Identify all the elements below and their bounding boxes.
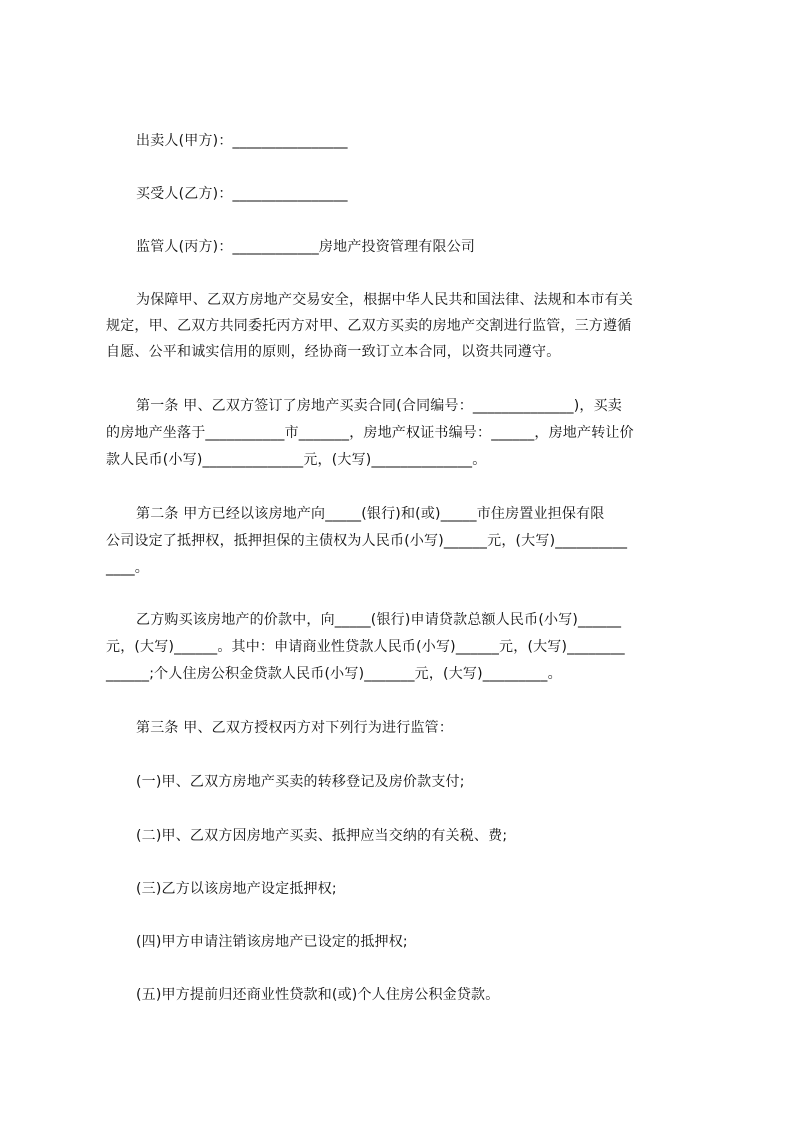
preamble-line-3: 自愿、公平和诚实信用的原则，经协商一致订立本合同，以资共同遵守。 xyxy=(106,344,561,360)
article2-line-2: 公司设定了抵押权，抵押担保的主债权为人民币(小写)______元，(大写)__________ xyxy=(106,533,628,549)
buyer-line: 买受人(乙方)：________________ xyxy=(136,186,348,202)
article3-item-2: (二)甲、乙双方因房地产买卖、抵押应当交纳的有关税、费; xyxy=(136,828,508,844)
preamble-line-2: 规定，甲、乙双方共同委托丙方对甲、乙双方买卖的房地产交割进行监管，三方遵循 xyxy=(106,318,632,334)
article1-line-2: 的房地产坐落于___________市_______，房地产权证书编号：______，房地产转让价 xyxy=(106,425,634,441)
article2-line-1: 第二条 甲方已经以该房地产向_____(银行)和(或)_____市住房置业担保有限 xyxy=(136,506,605,522)
loan-line-1: 乙方购买该房地产的价款中，向_____(银行)申请贷款总额人民币(小写)______ xyxy=(136,612,622,628)
article3-item-3: (三)乙方以该房地产设定抵押权; xyxy=(136,881,337,897)
supervisor-line: 监管人(丙方)：____________房地产投资管理有限公司 xyxy=(136,239,476,255)
loan-line-2: 元，(大写)______。其中：申请商业性贷款人民币(小写)______元，(大写)________ xyxy=(106,639,625,655)
article3-intro: 第三条 甲、乙双方授权丙方对下列行为进行监管： xyxy=(136,720,454,736)
article3-item-4: (四)甲方申请注销该房地产已设定的抵押权; xyxy=(136,934,408,950)
article2-line-3: ____。 xyxy=(106,560,149,576)
article1-line-3: 款人民币(小写)______________元，(大写)______________。 xyxy=(106,452,487,468)
article3-item-5: (五)甲方提前归还商业性贷款和(或)个人住房公积金贷款。 xyxy=(136,987,500,1003)
preamble-line-1: 为保障甲、乙双方房地产交易安全，根据中华人民共和国法律、法规和本市有关 xyxy=(136,292,633,308)
loan-line-3: ______;个人住房公积金贷款人民币(小写)_______元，(大写)_________。 xyxy=(106,666,562,682)
seller-line: 出卖人(甲方)：________________ xyxy=(136,133,348,149)
article3-item-1: (一)甲、乙双方房地产买卖的转移登记及房价款支付; xyxy=(136,774,465,790)
article1-line-1: 第一条 甲、乙双方签订了房地产买卖合同(合同编号：______________)，买卖 xyxy=(136,398,622,414)
